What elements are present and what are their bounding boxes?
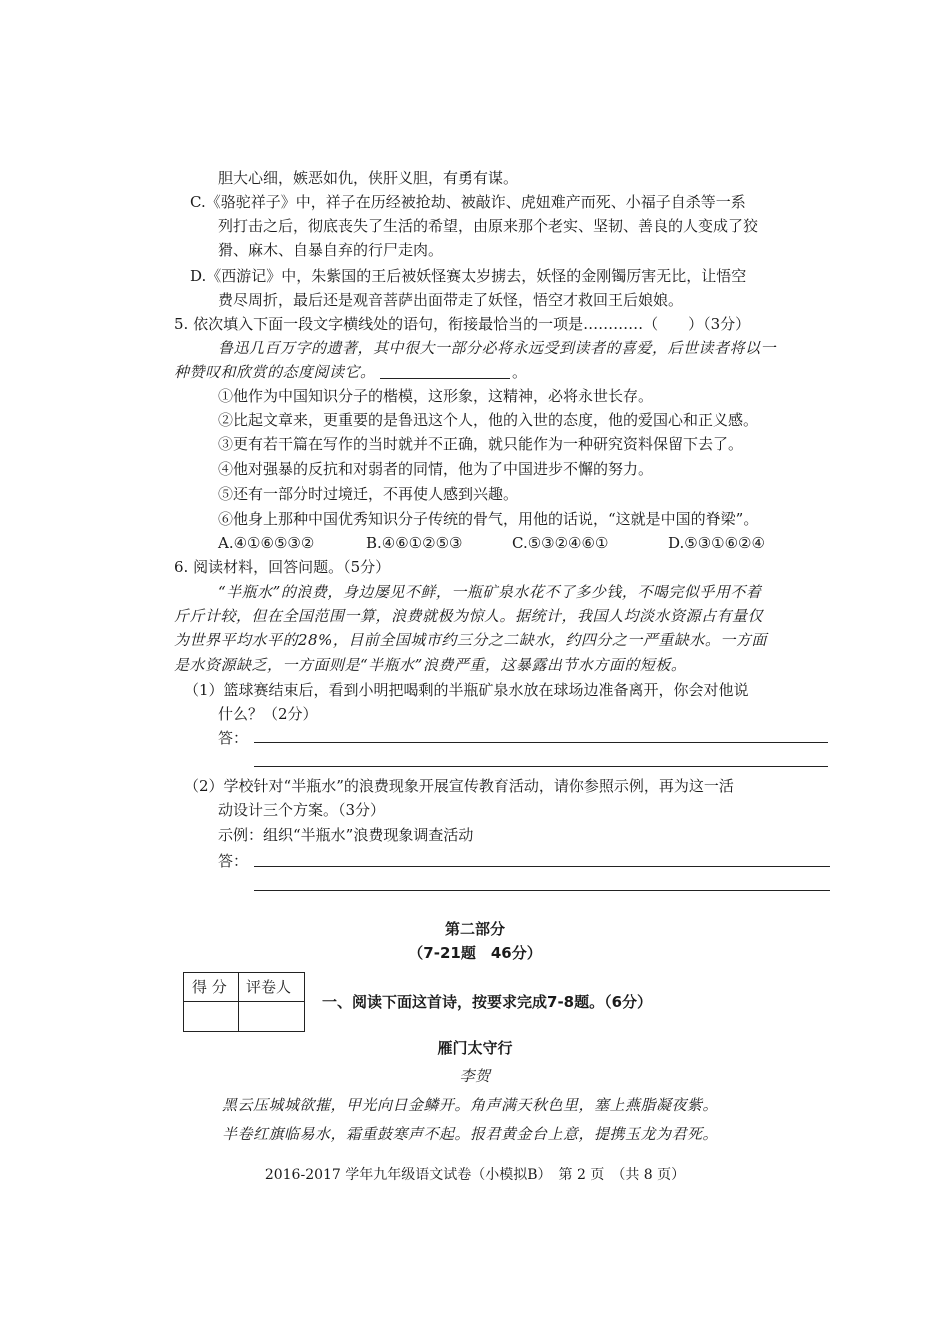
q5-option-d: D.⑤③①⑥②④ bbox=[668, 534, 765, 552]
q5-item-2: ②比起文章来，更重要的是鲁迅这个人，他的入世的态度，他的爱国心和正义感。 bbox=[218, 411, 759, 429]
q6-material-line1: “半瓶水”的浪费，身边屡见不鲜，一瓶矿泉水花不了多少钱，不喝完似乎用不着 bbox=[218, 583, 762, 601]
q5-blank-line[interactable] bbox=[380, 378, 510, 379]
q5-item-5: ⑤还有一部分时过境迁，不再使人感到兴趣。 bbox=[218, 485, 519, 503]
q5-passage-line2: 种赞叹和欣赏的态度阅读它。 bbox=[174, 363, 376, 381]
q6-sub2-example: 示例：组织“半瓶水”浪费现象调查活动 bbox=[218, 826, 474, 844]
q5-item-4: ④他对强暴的反抗和对弱者的同情，他为了中国进步不懈的努力。 bbox=[218, 460, 654, 478]
q6-sub2-line2: 动设计三个方案。（3分） bbox=[218, 801, 386, 819]
q4-option-d-line2: 费尽周折，最后还是观音菩萨出面带走了妖怪，悟空才救回王后娘娘。 bbox=[218, 291, 684, 309]
q5-stem: 5. 依次填入下面一段文字横线处的语句，衔接最恰当的一项是…………（ ）（3分） bbox=[174, 315, 751, 333]
q6-sub1-answer-label: 答： bbox=[218, 729, 249, 747]
q5-passage-line1: 鲁迅几百万字的遗著，其中很大一部分必将永远受到读者的喜爱，后世读者将以一 bbox=[218, 339, 777, 357]
part2-subtitle: （7-21题 46分） bbox=[408, 944, 542, 962]
q5-option-c: C.⑤③②④⑥① bbox=[512, 534, 609, 552]
score-box bbox=[183, 972, 305, 1032]
poem-author: 李贺 bbox=[459, 1067, 491, 1085]
part2-title: 第二部分 bbox=[444, 920, 505, 938]
q6-sub2-line1: （2）学校针对“半瓶水”的浪费现象开展宣传教育活动，请你参照示例，再为这一活 bbox=[184, 777, 734, 795]
q5-passage-end: 。 bbox=[512, 363, 528, 381]
q6-material-line2: 斤斤计较，但在全国范围一算，浪费就极为惊人。据统计，我国人均淡水资源占有量仅 bbox=[174, 607, 764, 625]
q5-item-3: ③更有若干篇在写作的当时就并不正确，就只能作为一种研究资料保留下去了。 bbox=[218, 435, 744, 453]
q6-sub1-answer-line-1[interactable] bbox=[254, 742, 828, 743]
q6-material-line4: 是水资源缺乏，一方面则是“半瓶水”浪费严重，这暴露出节水方面的短板。 bbox=[174, 656, 687, 674]
q6-sub2-answer-label: 答： bbox=[218, 852, 249, 870]
q5-option-a: A.④①⑥⑤③② bbox=[218, 534, 315, 552]
q5-item-6: ⑥他身上那种中国优秀知识分子传统的骨气，用他的话说，“这就是中国的脊梁”。 bbox=[218, 510, 759, 528]
section1-heading: 一、阅读下面这首诗，按要求完成7-8题。（6分） bbox=[322, 993, 653, 1011]
q4-option-b-continuation: 胆大心细，嫉恶如仇，侠肝义胆，有勇有谋。 bbox=[218, 169, 519, 187]
q6-sub1-line2: 什么？（2分） bbox=[218, 705, 318, 723]
score-label: 得 分 bbox=[192, 978, 227, 996]
poem-line-1: 黑云压城城欲摧，甲光向日金鳞开。角声满天秋色里，塞上燕脂凝夜紫。 bbox=[222, 1096, 719, 1114]
q4-option-c-line1: C.《骆驼祥子》中，祥子在历经被抢劫、被敲诈、虎妞难产而死、小福子自杀等一系 bbox=[190, 193, 746, 211]
poem-line-2: 半卷红旗临易水，霜重鼓寒声不起。报君黄金台上意，提携玉龙为君死。 bbox=[222, 1125, 719, 1143]
poem-title: 雁门太守行 bbox=[437, 1039, 513, 1057]
q4-option-c-line3: 猾、麻木、自暴自弃的行尸走肉。 bbox=[218, 241, 444, 259]
q6-stem: 6. 阅读材料，回答问题。（5分） bbox=[174, 558, 391, 576]
q4-option-d-line1: D.《西游记》中，朱紫国的王后被妖怪赛太岁掳去，妖怪的金刚镯厉害无比，让悟空 bbox=[190, 267, 747, 285]
page-footer: 2016-2017 学年九年级语文试卷（小模拟B） 第 2 页 （共 8 页） bbox=[264, 1167, 686, 1183]
q6-sub2-answer-line-1[interactable] bbox=[254, 866, 830, 867]
grader-label: 评卷人 bbox=[246, 978, 292, 996]
q6-material-line3: 为世界平均水平的28%，目前全国城市约三分之二缺水，约四分之一严重缺水。一方面 bbox=[174, 631, 767, 649]
q5-option-b: B.④⑥①②⑤③ bbox=[366, 534, 463, 552]
q6-sub1-answer-line-2[interactable] bbox=[254, 766, 828, 767]
q5-item-1: ①他作为中国知识分子的楷模，这形象，这精神，必将永世长存。 bbox=[218, 387, 654, 405]
q6-sub2-answer-line-2[interactable] bbox=[254, 890, 830, 891]
q4-option-c-line2: 列打击之后，彻底丧失了生活的希望，由原来那个老实、坚韧、善良的人变成了狡 bbox=[218, 217, 759, 235]
q6-sub1-line1: （1）篮球赛结束后，看到小明把喝剩的半瓶矿泉水放在球场边准备离开，你会对他说 bbox=[184, 681, 749, 699]
